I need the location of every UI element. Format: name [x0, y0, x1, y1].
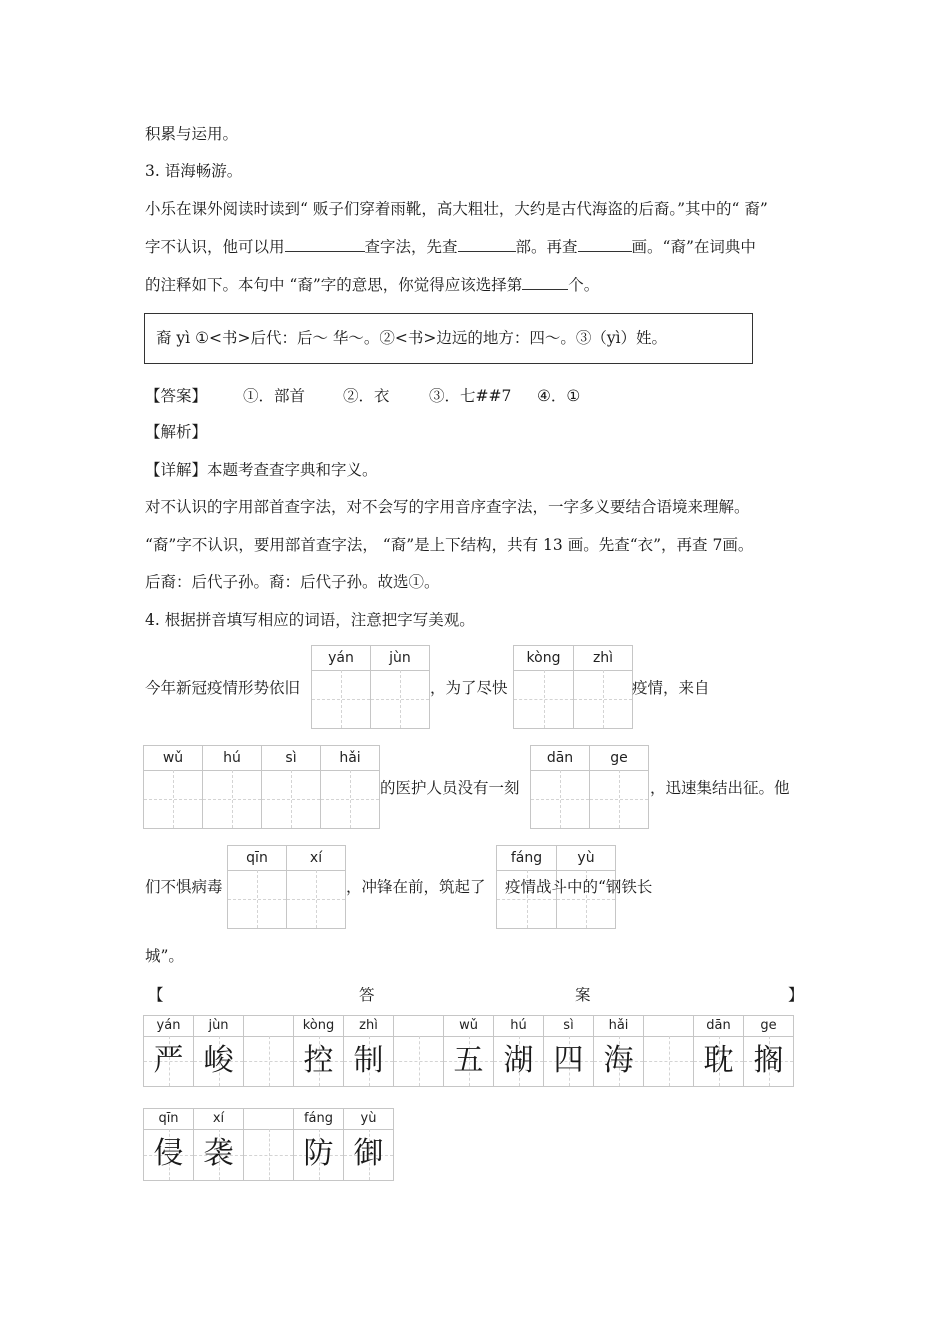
answer-cell	[693, 1015, 744, 1087]
answer-cell	[593, 1015, 644, 1087]
pinyin-label	[394, 1016, 443, 1037]
pinyin-label: zhì	[344, 1016, 393, 1037]
answer-character	[244, 1036, 293, 1086]
pinyin-label	[244, 1109, 293, 1130]
explanation-line: 对不认识的字用部首查字法，对不会写的字用音序查字法，一字多义要结合语境来理解。	[145, 498, 750, 516]
pinyin-label: qīn	[144, 1109, 193, 1130]
pinyin-label: dān	[694, 1016, 743, 1037]
pinyin-label: yù	[344, 1109, 393, 1130]
answer-bracket-close: 】	[788, 986, 804, 1004]
answer-grid-row-1	[143, 1015, 794, 1087]
text-line: 积累与运用。	[145, 125, 239, 143]
text-line	[145, 236, 756, 257]
answer-cell	[193, 1108, 244, 1181]
text-segment: 们不惧病毒	[145, 878, 223, 896]
answer-character: 峻	[203, 1043, 234, 1078]
text-segment: ，为了尽快	[430, 679, 508, 697]
pinyin-label: dān	[531, 746, 589, 771]
text-line	[145, 274, 599, 295]
writing-cell[interactable]	[320, 745, 380, 829]
fill-blank[interactable]	[285, 236, 365, 252]
answer-cell	[343, 1108, 394, 1181]
explanation-line: “裔”字不认识，要用部首查字法， “裔”是上下结构，共有 13 画。先查“衣”，再查 7画。	[145, 536, 754, 554]
text-segment: 字不认识，他可以用	[145, 238, 285, 256]
text-segment: 部。再查	[515, 238, 578, 256]
pinyin-label: xí	[287, 846, 345, 871]
pinyin-grid	[513, 645, 633, 729]
answer-cell	[643, 1015, 694, 1087]
analysis-label: 【解析】	[145, 423, 208, 441]
answer-cell	[143, 1015, 194, 1087]
detail-text: 【详解】本题考查查字典和字义。	[145, 461, 378, 479]
answer-cell	[743, 1015, 794, 1087]
pinyin-label: xí	[194, 1109, 243, 1130]
question-4-title: 4. 根据拼音填写相应的词语，注意把字写美观。	[145, 611, 475, 629]
text-segment: 画。“裔”在词典中	[631, 238, 756, 256]
pinyin-grid	[143, 745, 380, 829]
answer-character	[644, 1036, 693, 1086]
pinyin-label: yán	[144, 1016, 193, 1037]
answer-character	[244, 1129, 293, 1180]
answer-cell	[543, 1015, 594, 1087]
writing-cell[interactable]	[261, 745, 321, 829]
text-segment: 查字法，先查	[364, 238, 458, 256]
pinyin-label: hǎi	[321, 746, 379, 771]
text-segment: 疫情战斗中的“钢铁长	[505, 878, 653, 896]
answer-cell	[193, 1015, 244, 1087]
text-segment: 个。	[568, 276, 600, 294]
pinyin-label: kòng	[294, 1016, 343, 1037]
pinyin-label: hú	[203, 746, 261, 771]
answer-character: 严	[153, 1043, 184, 1078]
explanation-line: 后裔：后代子孙。裔：后代子孙。故选①。	[145, 573, 440, 591]
answer-grid-row-2	[143, 1108, 394, 1181]
answer-label: 【答案】	[145, 387, 208, 405]
answer-item: ④．①	[537, 387, 581, 405]
answer-item: ③．七##7	[429, 387, 512, 405]
answer-word: 案	[575, 986, 591, 1004]
answer-bracket-open: 【	[148, 986, 164, 1004]
definition-text: 裔 yì ①<书>后代：后～ 华～。②<书>边远的地方：四～。③（yì）姓。	[156, 329, 668, 347]
pinyin-label: sì	[262, 746, 320, 771]
writing-cell[interactable]	[530, 745, 590, 829]
answer-word: 答	[359, 986, 375, 1004]
pinyin-label: hǎi	[594, 1016, 643, 1037]
answer-cell	[243, 1108, 294, 1181]
pinyin-label: wǔ	[444, 1016, 493, 1037]
pinyin-label: wǔ	[144, 746, 202, 771]
answer-character: 侵	[153, 1136, 184, 1171]
definition-box	[144, 313, 753, 364]
pinyin-grid	[311, 645, 430, 729]
writing-cell[interactable]	[311, 645, 371, 729]
pinyin-label: fáng	[294, 1109, 343, 1130]
writing-cell[interactable]	[143, 745, 203, 829]
pinyin-label: jùn	[194, 1016, 243, 1037]
answer-cell	[393, 1015, 444, 1087]
pinyin-label: zhì	[574, 646, 632, 671]
text-segment: 今年新冠疫情形势依旧	[145, 679, 301, 697]
answer-cell	[493, 1015, 544, 1087]
writing-cell[interactable]	[370, 645, 430, 729]
answer-cell	[343, 1015, 394, 1087]
pinyin-label: hú	[494, 1016, 543, 1037]
answer-cell	[243, 1015, 294, 1087]
writing-cell[interactable]	[202, 745, 262, 829]
answer-item: ①．部首	[243, 387, 306, 405]
answer-character: 搁	[753, 1043, 784, 1078]
text-line: 小乐在课外阅读时读到“ 贩子们穿着雨靴，高大粗壮，大约是古代海盗的后裔。”其中的“ 裔”	[145, 200, 768, 218]
pinyin-label: ge	[590, 746, 648, 771]
text-segment: 的注释如下。本句中 “裔”字的意思，你觉得应该选择第	[145, 276, 523, 294]
text-segment: ，冲锋在前，筑起了	[346, 878, 486, 896]
answer-character: 控	[303, 1043, 334, 1078]
answer-character: 四	[553, 1043, 584, 1078]
answer-character: 湖	[503, 1043, 534, 1078]
text-segment: 城”。	[145, 947, 184, 965]
writing-cell[interactable]	[286, 845, 346, 929]
pinyin-label	[644, 1016, 693, 1037]
pinyin-label: qīn	[228, 846, 286, 871]
writing-cell[interactable]	[227, 845, 287, 929]
answer-cell	[293, 1015, 344, 1087]
answer-character: 海	[603, 1043, 634, 1078]
question-3-title: 3. 语海畅游。	[145, 162, 243, 180]
pinyin-grid	[530, 745, 649, 829]
answer-character: 御	[353, 1136, 384, 1171]
answer-character: 五	[453, 1043, 484, 1078]
pinyin-label: kòng	[514, 646, 573, 671]
pinyin-label: ge	[744, 1016, 793, 1037]
fill-blank[interactable]	[578, 236, 632, 252]
text-segment: 疫情，来自	[632, 679, 710, 697]
pinyin-label: fáng	[497, 846, 556, 871]
answer-character	[394, 1036, 443, 1086]
answer-cell	[143, 1108, 194, 1181]
answer-cell	[443, 1015, 494, 1087]
writing-cell[interactable]	[513, 645, 574, 729]
answer-character: 袭	[203, 1136, 234, 1171]
pinyin-grid	[227, 845, 346, 929]
fill-blank[interactable]	[458, 236, 516, 252]
answer-character: 制	[353, 1043, 384, 1078]
fill-blank[interactable]	[522, 274, 568, 290]
writing-cell[interactable]	[589, 745, 649, 829]
pinyin-label: sì	[544, 1016, 593, 1037]
answer-character: 防	[303, 1136, 334, 1171]
pinyin-label: yán	[312, 646, 370, 671]
text-segment: ，迅速集结出征。他	[650, 779, 790, 797]
answer-cell	[293, 1108, 344, 1181]
pinyin-label: yù	[557, 846, 615, 871]
answer-character: 耽	[703, 1043, 734, 1078]
pinyin-label	[244, 1016, 293, 1037]
pinyin-label: jùn	[371, 646, 429, 671]
text-segment: 的医护人员没有一刻	[380, 779, 520, 797]
writing-cell[interactable]	[573, 645, 633, 729]
answer-item: ②．衣	[343, 387, 390, 405]
